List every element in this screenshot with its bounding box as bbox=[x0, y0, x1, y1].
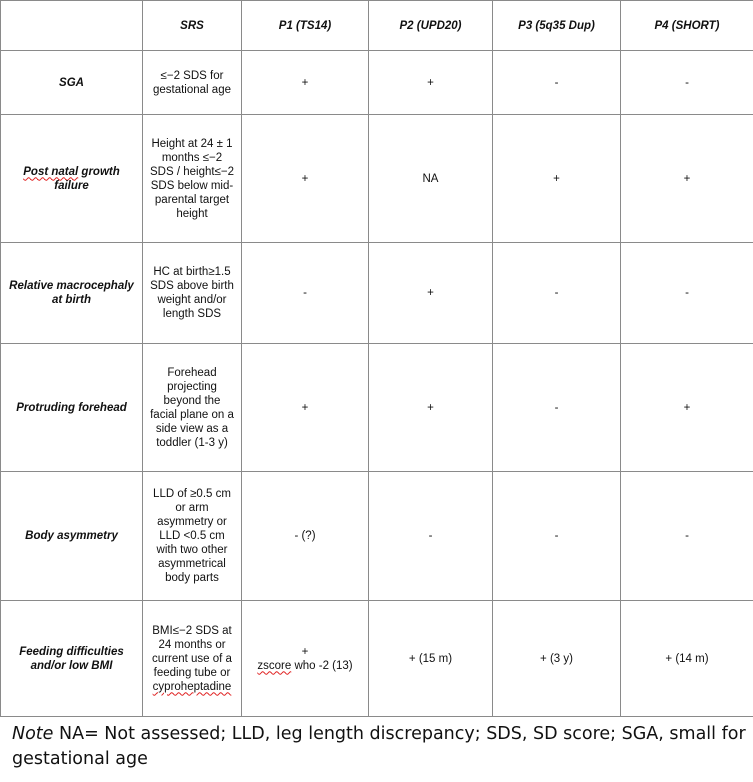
p1-cell: - (?) bbox=[242, 472, 369, 601]
p2-cell: + bbox=[369, 51, 493, 115]
header-cell-p2: P2 (UPD20) bbox=[369, 1, 493, 51]
p1-value-text: who -2 (13) bbox=[291, 659, 353, 672]
p1-cell: + bbox=[242, 51, 369, 115]
p4-cell: - bbox=[621, 472, 753, 601]
feature-cell: Relative macrocephaly at birth bbox=[1, 243, 143, 344]
note-label: Note bbox=[12, 724, 54, 744]
srs-criterion-cell bbox=[143, 601, 242, 717]
feature-text: growth failure bbox=[54, 165, 120, 192]
srs-criterion-cell: ≤−2 SDS for gestational age bbox=[143, 51, 242, 115]
p1-cell: + bbox=[242, 344, 369, 472]
p3-cell: - bbox=[493, 344, 621, 472]
p1-cell bbox=[242, 601, 369, 717]
feature-cell: SGA bbox=[1, 51, 143, 115]
feature-cell: Protruding forehead bbox=[1, 344, 143, 472]
p3-cell: + bbox=[493, 115, 621, 243]
p2-cell: NA bbox=[369, 115, 493, 243]
p3-cell: + (3 y) bbox=[493, 601, 621, 717]
header-cell-p1: P1 (TS14) bbox=[242, 1, 369, 51]
table-row bbox=[1, 601, 753, 717]
p2-cell: - bbox=[369, 472, 493, 601]
table-footnote bbox=[12, 722, 747, 772]
table-row bbox=[1, 115, 753, 243]
p3-cell: - bbox=[493, 51, 621, 115]
p3-cell: - bbox=[493, 472, 621, 601]
feature-cell: Body asymmetry bbox=[1, 472, 143, 601]
p4-cell: - bbox=[621, 243, 753, 344]
table-row bbox=[1, 51, 753, 115]
feature-cell bbox=[1, 115, 143, 243]
p1-cell: - bbox=[242, 243, 369, 344]
note-text: NA= Not assessed; LLD, leg length discrepancy; SDS, SD score; SGA, small for gestational age bbox=[12, 724, 746, 769]
header-cell-srs: SRS bbox=[143, 1, 242, 51]
p4-cell: + (14 m) bbox=[621, 601, 753, 717]
p2-cell: + (15 m) bbox=[369, 601, 493, 717]
srs-criterion-cell: Forehead projecting beyond the facial plane on a side view as a toddler (1-3 y) bbox=[143, 344, 242, 472]
srs-criterion-text: BMI≤−2 SDS at 24 months or current use of a feeding tube or bbox=[152, 624, 232, 679]
p2-cell: + bbox=[369, 243, 493, 344]
header-row bbox=[1, 1, 753, 51]
p4-cell: + bbox=[621, 344, 753, 472]
p4-cell: + bbox=[621, 115, 753, 243]
table-row bbox=[1, 344, 753, 472]
srs-criterion-text-spellchecked: cyproheptadine bbox=[152, 680, 232, 693]
header-cell-empty bbox=[1, 1, 143, 51]
table-row bbox=[1, 243, 753, 344]
feature-cell: Feeding difficulties and/or low BMI bbox=[1, 601, 143, 717]
srs-criterion-cell: HC at birth≥1.5 SDS above birth weight and/or length SDS bbox=[143, 243, 242, 344]
p1-value-sign: + bbox=[301, 645, 309, 658]
p1-cell: + bbox=[242, 115, 369, 243]
p2-cell: + bbox=[369, 344, 493, 472]
header-cell-p4: P4 (SHORT) bbox=[621, 1, 753, 51]
header-cell-p3: P3 (5q35 Dup) bbox=[493, 1, 621, 51]
p3-cell: - bbox=[493, 243, 621, 344]
srs-criterion-cell: Height at 24 ± 1 months ≤−2 SDS / height≤−2 SDS below mid-parental target height bbox=[143, 115, 242, 243]
table-row bbox=[1, 472, 753, 601]
feature-text-spellchecked: Post natal bbox=[23, 165, 79, 178]
p1-value-spellchecked: zscore bbox=[257, 659, 292, 672]
srs-criterion-cell: LLD of ≥0.5 cm or arm asymmetry or LLD <0.5 cm with two other asymmetrical body parts bbox=[143, 472, 242, 601]
p4-cell: - bbox=[621, 51, 753, 115]
